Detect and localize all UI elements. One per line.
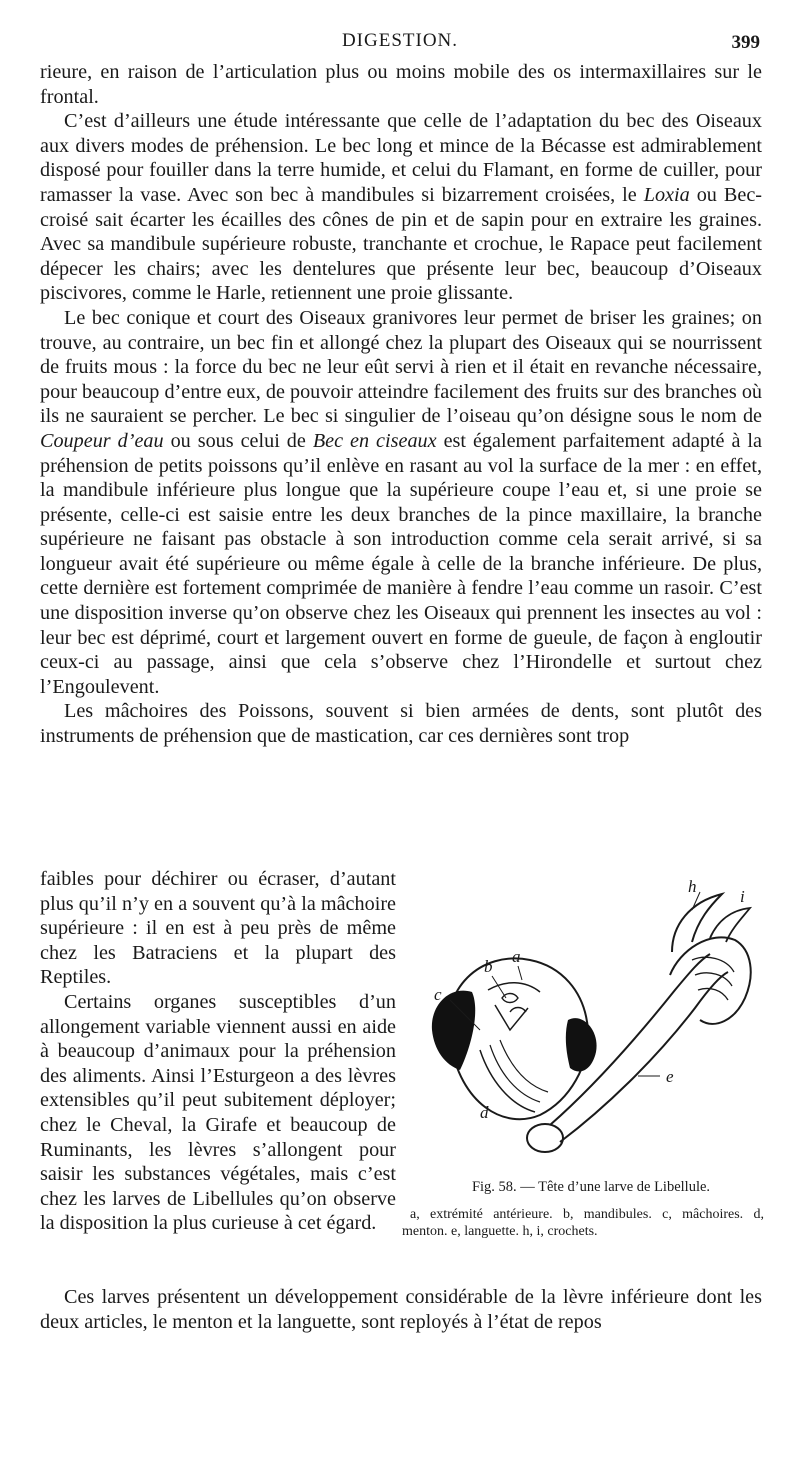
label-i: i: [740, 887, 745, 906]
label-c: c: [434, 985, 442, 1004]
narrow-text-block: [40, 867, 396, 1236]
paragraph-2-loxia: Loxia: [643, 183, 690, 206]
paragraph-6: Ces larves présentent un développement considérable de la lèvre inférieure dont les deux articles, le menton et la languette, sont reployés à l’état de repos: [40, 1286, 762, 1333]
figure-caption-legend-text: a, extrémité antérieure. b, mandibules. c, mâchoires. d, menton. e, languette. h, i, crochets.: [402, 1207, 764, 1239]
figure-caption-legend: [402, 1206, 764, 1240]
dragonfly-larva-head-illustration: [410, 880, 762, 1170]
figure-caption-title: Fig. 58. — Tête d’une larve de Libellule.: [471, 1179, 711, 1195]
running-head: [40, 28, 760, 58]
main-text-block: [40, 60, 762, 749]
paragraph-5: Certains organes susceptibles d’un allongement variable viennent aussi en aide à beaucoup d’animaux pour la préhension des aliments. Ainsi l’Esturgeon a des lèvres extensibles qu’il peut subitement déployer; chez le Cheval, la Girafe et beaucoup de Ruminants, les lèvres s’allongent pour saisir les substances végétales, mais c’est chez les larves de Libellules qu’on observe la disposition la plus curieuse à cet égard.: [40, 990, 396, 1235]
paragraph-3: [40, 306, 762, 700]
label-e: e: [666, 1067, 674, 1086]
label-b: b: [484, 957, 493, 976]
label-a: a: [512, 947, 521, 966]
paragraph-2: [40, 109, 762, 306]
label-h: h: [688, 880, 697, 896]
bottom-text-block: [40, 1285, 762, 1334]
page-number: 399: [731, 32, 760, 53]
right-eye: [566, 1018, 597, 1071]
paragraph-3-bec-ciseaux: Bec en ciseaux: [312, 429, 437, 452]
paragraph-3-part-b: ou sous celui de: [163, 429, 313, 452]
paragraph-3-part-c: est également parfaitement adapté à la préhension de petits poissons qu’il enlève en rasant au vol la surface de la mer : en effet, la mandibule inférieure plus longue que la supérieure coupe l’eau et, si une proie se présente, celle-ci est saisie entre les deux branches de la pince maxillaire, la branche supérieure ne faisant pas obstacle à son introduction comme cela serait arrivé, si sa longueur avait été supérieure ou même égale à celle de la branche inférieure. De plus, cette dernière est fortement comprimée de manière à fendre l’eau comme un rasoir. C’est une disposition inverse qu’on observe chez les Oiseaux qui prennent les insectes au vol : leur bec est déprimé, court et largement ouvert en forme de gueule, de façon à engloutir ceux-ci au passage, ainsi que cela s’observe chez l’Hirondelle et surtout chez l’Engoulevent.: [40, 429, 762, 698]
menton-hinge: [527, 1124, 563, 1152]
paragraph-3-part-a: Le bec conique et court des Oiseaux granivores leur permet de briser les graines; on trouve, au contraire, un bec fin et allongé chez la plupart des Oiseaux qui se nourrissent de fruits mous : la force du bec ne leur eût servi à rien et il était en revanche nécessaire, pour beaucoup d’entre eux, de pouvoir atteindre facilement des fruits sur des branches où ils ne sauraient se percher. Le bec si singulier de l’oiseau qu’on désigne sous le nom de: [40, 306, 763, 428]
label-d: d: [480, 1103, 489, 1122]
paragraph-2-part-a: C’est d’ailleurs une étude intéressante que celle de l’adaptation du bec des Oiseaux aux divers modes de préhension. Le bec long et mince de la Bécasse est admirablement disposé pour fouiller dans la terre humide, et celui du Flamant, en forme de cuiller, pour ramasser la vase. Avec son bec à mandibules si bizarrement croisées, le: [40, 110, 762, 206]
running-title: DIGESTION.: [341, 30, 459, 51]
paragraph-3-coupeur: Coupeur d’eau: [40, 429, 164, 452]
paragraph-1: rieure, en raison de l’articulation plus ou moins mobile des os intermaxillaires sur le frontal.: [40, 61, 762, 108]
paragraph-2-part-b: ou Bec-croisé sait écarter les écailles des cônes de pin et de sapin pour en extraire les graines. Avec sa mandibule supérieure robuste, tranchante et crochue, le Rapace peut facilement dépecer les chairs; avec les dentelures que présente leur bec, beaucoup d’Oiseaux piscivores, comme le Harle, retiennent une proie glissante.: [40, 183, 763, 305]
figure-58: [410, 880, 762, 1170]
paragraph-4-narrow: faibles pour déchirer ou écraser, d’autant plus qu’il n’y en a souvent qu’à la mâchoire supérieure : il en est à peu près de même chez les Batraciens et la plupart des Reptiles.: [40, 868, 396, 989]
paragraph-4-full: Les mâchoires des Poissons, souvent si bien armées de dents, sont plutôt des instruments de préhension que de mastication, car ces dernières sont trop: [40, 700, 762, 748]
